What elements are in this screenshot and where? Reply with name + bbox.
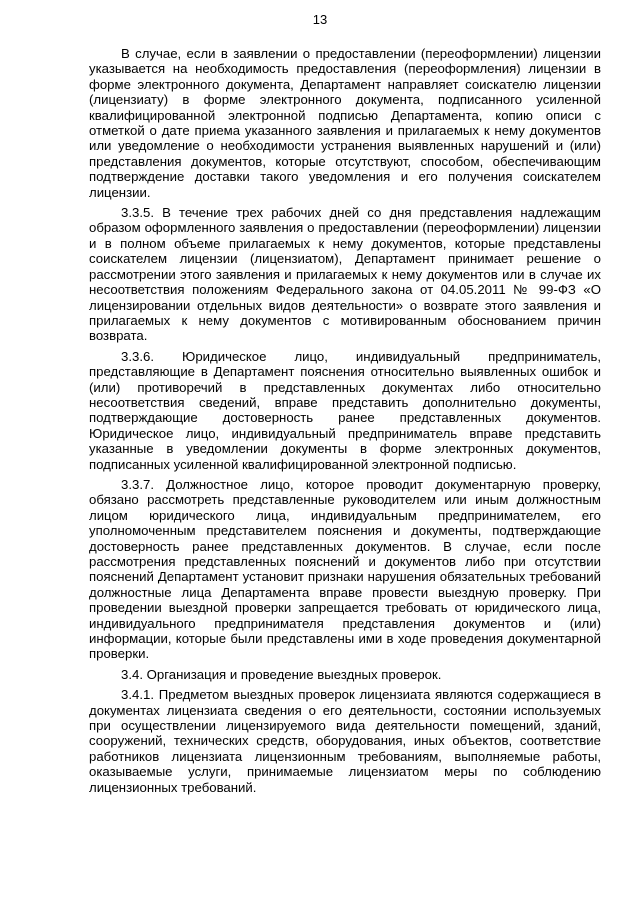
paragraph-3-3-6: 3.3.6. Юридическое лицо, индивидуальный предприниматель, представляющие в Департамент пояснения относительно выявленных ошибок и (или) противоречий в представленных документах либо относительно несоответствия сведений, вправе представить дополнительно документы, подтверждающие достоверность ранее представленных документов. Юридическое лицо, индивидуальный предприниматель вправе представить указанные в уведомлении документы в форме электронных документов, подписанных усиленной квалифицированной электронной подписью. (89, 348, 601, 472)
document-body (89, 46, 601, 800)
section-heading-3-4: 3.4. Организация и проведение выездных проверок. (121, 666, 442, 682)
paragraph-3-4-1: 3.4.1. Предметом выездных проверок лицензиата являются содержащиеся в документах лицензиата сведения о его деятельности, состоянии используемых при осуществлении лицензируемого вида деятельности помещений, зданий, сооружений, технических средств, оборудования, иных объектов, соответствие работников лицензиата лицензионным требованиям, выполняемые работы, оказываемые услуги, принимаемые лицензиатом меры по соблюдению лицензионных требований. (89, 687, 601, 795)
page-number: 13 (312, 12, 328, 27)
paragraph-electronic-notification: В случае, если в заявлении о предоставлении (переоформлении) лицензии указывается на необходимость предоставления (переоформления) лицензии в форме электронного документа, Департамент направляет соискателю лицензии (лицензиату) в форме электронного документа, подписанного усиленной квалифицированной электронной подписью Департамента, копию описи с отметкой о дате приема указанного заявления и прилагаемых к нему документов или уведомление о необходимости устранения выявленных нарушений и (или) представления документов, которые отсутствуют, способом, обеспечивающим подтверждение доставки такого уведомления и его получения соискателем лицензии. (89, 46, 601, 200)
paragraph-3-3-7: 3.3.7. Должностное лицо, которое проводит документарную проверку, обязано рассмотреть представленные руководителем или иным должностным лицом юридического лица, индивидуальным предпринимателем, его уполномоченным представителем пояснения и документы, подтверждающие достоверность ранее представленных документов. В случае, если после рассмотрения представленных пояснений и документов либо при отсутствии пояснений Департамент установит признаки нарушения обязательных требований должностные лица Департамента вправе провести выездную проверку. При проведении выездной проверки запрещается требовать от юридического лица, индивидуального предпринимателя представления документов и (или) информации, которые были представлены ими в ходе проведения документарной проверки. (89, 476, 601, 662)
paragraph-3-3-5: 3.3.5. В течение трех рабочих дней со дня представления надлежащим образом оформленного заявления о предоставлении (переоформлении) лицензии и в полном объеме прилагаемых к нему документов, которые представлены соискателем лицензии (лицензиатом), Департамент принимает решение о рассмотрении этого заявления и прилагаемых к нему документов или в случае их несоответствия положениям Федерального закона от 04.05.2011 № 99-ФЗ «О лицензировании отдельных видов деятельности» о возврате этого заявления и прилагаемых к нему документов с мотивированным обоснованием причин возврата. (89, 205, 601, 344)
